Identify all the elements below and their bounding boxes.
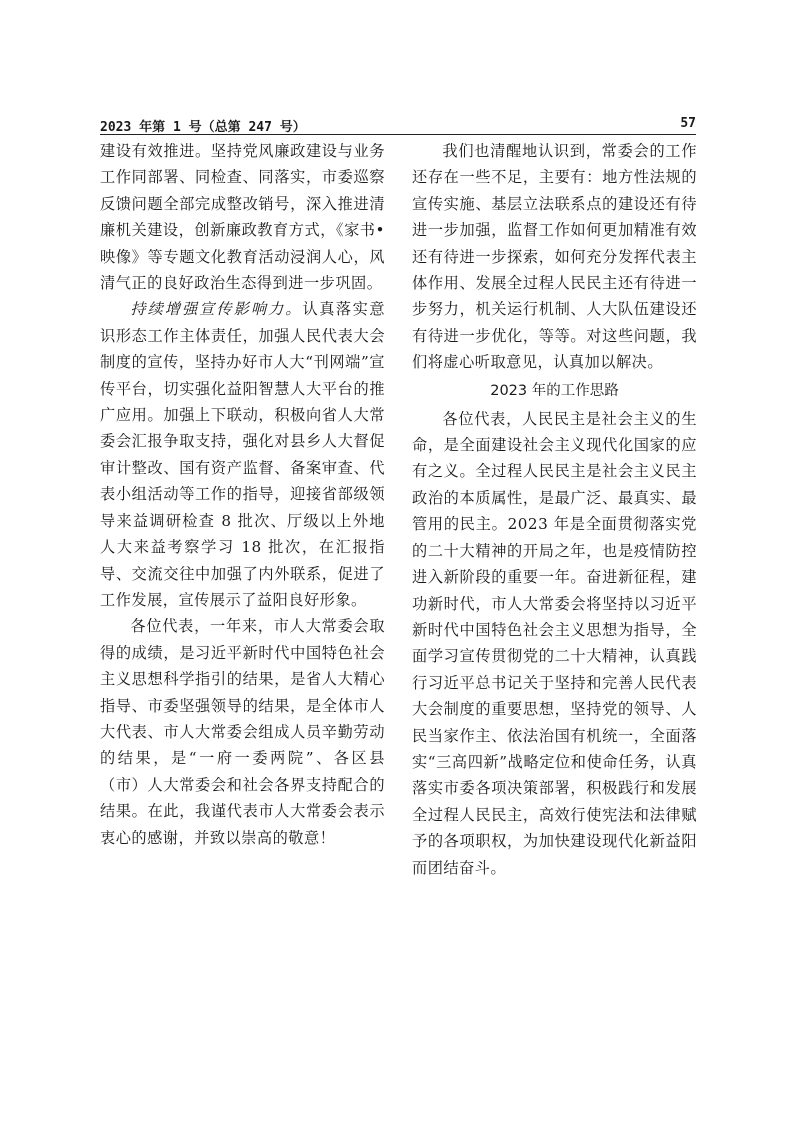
paragraph-lead-heading: 持续增强宣传影响力。 xyxy=(130,300,303,319)
paragraph-publicity xyxy=(100,296,385,613)
paragraph-work-plan: 各位代表，人民民主是社会主义的生命，是全面建设社会主义现代化国家的应有之义。全过程人民民主是社会主义民主政治的本质属性，是最广泛、最真实、最管用的民主。2023 年是全面贯彻落实党的二十大精神的开局之年，也是疫情防控进入新阶段的重要一年。奋进新征程，建功新时代，市人大常委会将坚持以习近平新时代中国特色社会主义思想为指导，全面学习宣传贯彻党的二十大精神，认真践行习近平总书记关于坚持和完善人民代表大会制度的重要思想，坚持党的领导、人民当家作主、依法治国有机统一，全面落实“三高四新”战略定位和使命任务，认真落实市委各项决策部署，积极践行和发展全过程人民民主，高效行使宪法和法律赋予的各项职权，为加快建设现代化新益阳而团结奋斗。 xyxy=(412,409,697,877)
left-column xyxy=(100,138,385,851)
paragraph-continued: 建设有效推进。坚持党风廉政建设与业务工作同部署、同检查、同落实，市委巡察反馈问题全部完成整改销号，深入推进清廉机关建设，创新廉政教育方式，《家书•映像》等专题文化教育活动浸润人心，风清气正的良好政治生态得到进一步巩固。 xyxy=(100,142,385,293)
paragraph-thanks: 各位代表，一年来，市人大常委会取得的成绩，是习近平新时代中国特色社会主义思想科学指引的结果，是省人大精心指导、市委坚强领导的结果，是全体市人大代表、市人大常委会组成人员辛勤劳动的结果，是“一府一委两院”、各区县（市）人大常委会和社会各界支持配合的结果。在此，我谨代表市人大常委会表示衷心的感谢，并致以崇高的敬意！ xyxy=(100,617,385,847)
issue-label: 2023 年第 1 号（总第 247 号） xyxy=(100,120,306,135)
right-column xyxy=(412,138,697,881)
page-number: 57 xyxy=(680,116,696,131)
paragraph-shortcomings: 我们也清醒地认识到，常委会的工作还存在一些不足，主要有：地方性法规的宣传实施、基层立法联系点的建设还有待进一步加强，监督工作如何更加精准有效还有待进一步探索，如何充分发挥代表主体作用、发展全过程人民民主还有待进一步努力，机关运行机制、人大队伍建设还有待进一步优化，等等。对这些问题，我们将虚心听取意见，认真加以解决。 xyxy=(412,142,697,372)
section-heading: 2023 年的工作思路 xyxy=(490,382,619,399)
header-rule xyxy=(100,134,696,135)
paragraph-body: 认真落实意识形态工作主体责任，加强人民代表大会制度的宣传，坚持办好市人大“刊网端”宣传平台，切实强化益阳智慧人大平台的推广应用。加强上下联动，积极向省人大常委会汇报争取支持，强化对县乡人大督促审计整改、国有资产监督、备案审查、代表小组活动等工作的指导，迎接省部级领导来益调研检查 8 批次、厅级以上外地人大来益考察学习 18 批次，在汇报指导、交流交往中加强了内外联系，促进了工作发展，宣传展示了益阳良好形象。 xyxy=(100,300,386,609)
page-header xyxy=(100,116,696,134)
